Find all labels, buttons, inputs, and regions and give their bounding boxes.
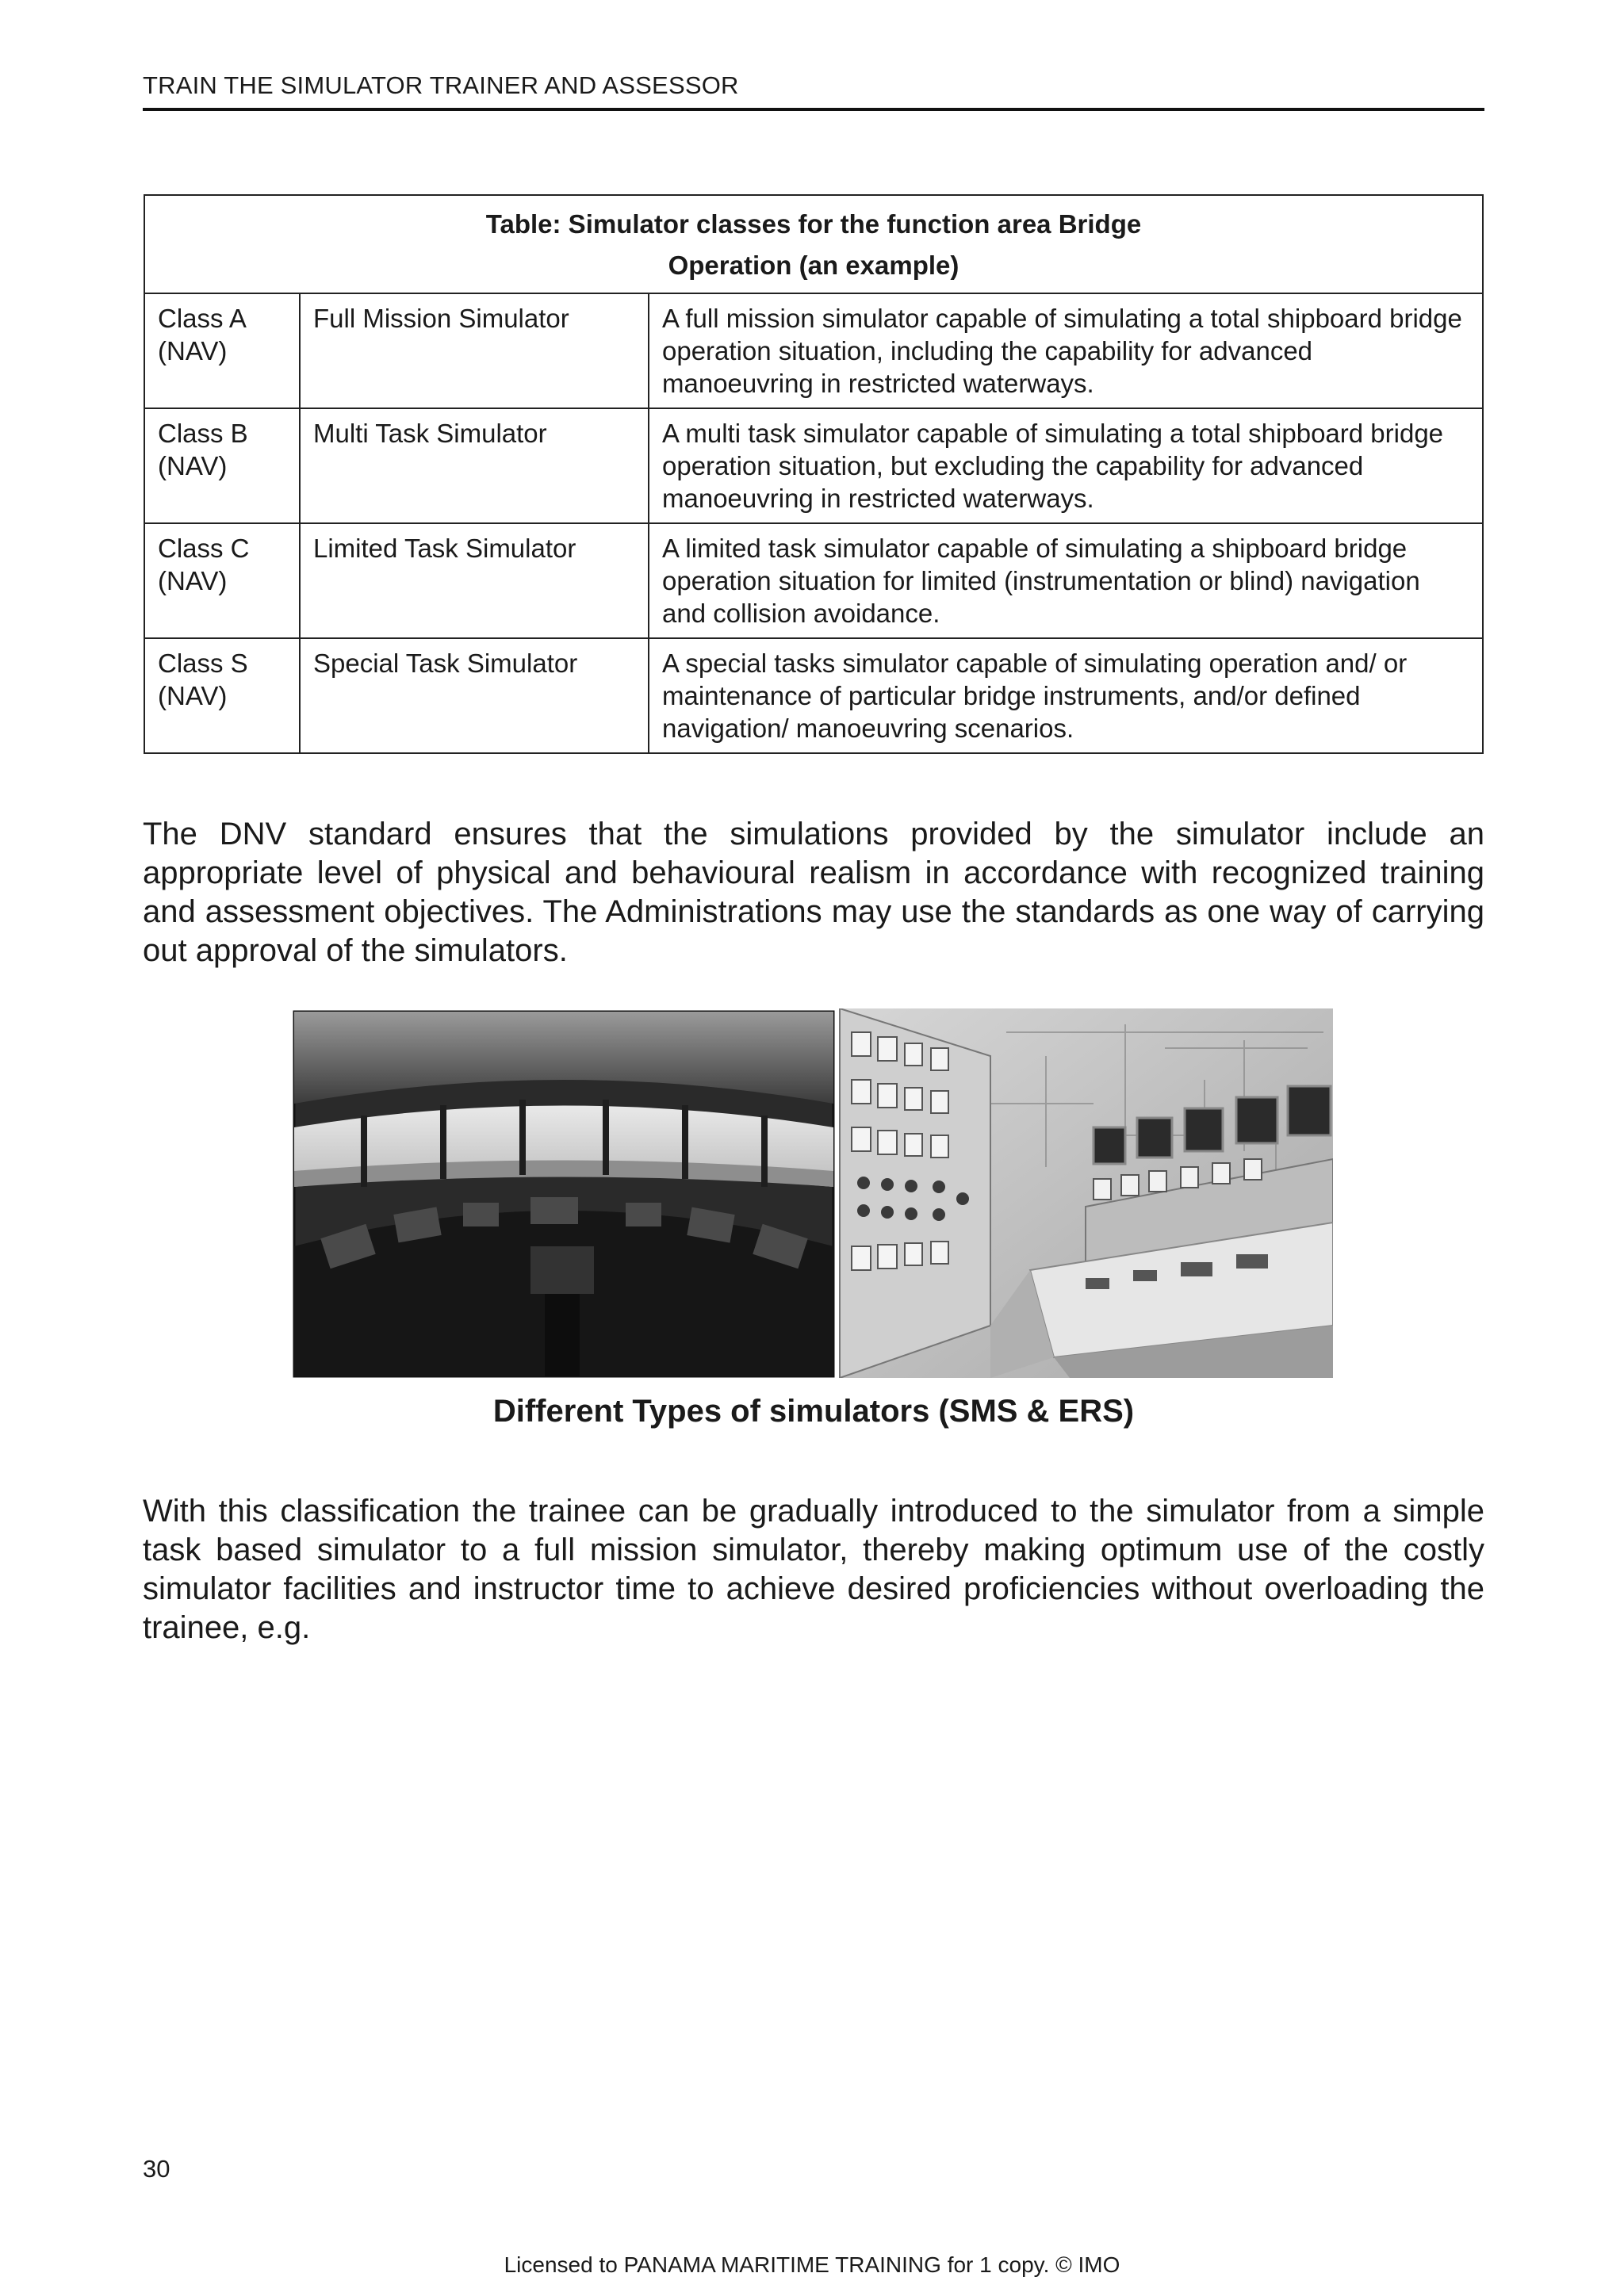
class-label: Class B bbox=[158, 419, 248, 448]
table-row bbox=[144, 408, 1483, 523]
class-function: (NAV) bbox=[158, 336, 228, 365]
table-caption-line-1: Table: Simulator classes for the function area Bridge bbox=[485, 209, 1142, 239]
class-cell bbox=[144, 523, 300, 638]
running-header: TRAIN THE SIMULATOR TRAINER AND ASSESSOR bbox=[143, 71, 1484, 111]
engine-room-simulator-photo bbox=[840, 1008, 1333, 1378]
simulator-description-cell: A full mission simulator capable of simulating a total shipboard bridge operation situation, including the capability for advanced manoeuvring in restricted waterways. bbox=[649, 293, 1483, 408]
class-cell bbox=[144, 408, 300, 523]
page-number: 30 bbox=[143, 2155, 170, 2183]
class-label: Class C bbox=[158, 534, 250, 563]
simulator-description-cell: A special tasks simulator capable of simulating operation and/ or maintenance of particular bridge instruments, and/or defined navigation/ manoeuvring scenarios. bbox=[649, 638, 1483, 753]
simulator-name-cell: Full Mission Simulator bbox=[300, 293, 649, 408]
simulator-classes-table bbox=[144, 194, 1484, 754]
class-function: (NAV) bbox=[158, 451, 228, 480]
class-cell bbox=[144, 638, 300, 753]
body-paragraph-2: With this classification the trainee can be gradually introduced to the simulator from a simple task based simulator to a full mission simulator, thereby making optimum use of the costly simulator facilities and instructor time to achieve desired proficiencies without overloading the trainee, e.g. bbox=[143, 1494, 1484, 1645]
class-label: Class A bbox=[158, 304, 247, 333]
simulator-photos bbox=[293, 1008, 1333, 1378]
table-caption-line-2: Operation (an example) bbox=[668, 251, 959, 280]
bridge-simulator-photo bbox=[294, 1012, 833, 1376]
simulator-description-cell: A limited task simulator capable of simulating a shipboard bridge operation situation for limited (instrumentation or blind) navigation and collision avoidance. bbox=[649, 523, 1483, 638]
class-cell bbox=[144, 293, 300, 408]
class-function: (NAV) bbox=[158, 681, 228, 710]
class-label: Class S bbox=[158, 649, 248, 678]
table-caption bbox=[144, 195, 1483, 293]
figure-caption: Different Types of simulators (SMS & ERS) bbox=[492, 1394, 1135, 1429]
simulator-name-cell: Special Task Simulator bbox=[300, 638, 649, 753]
simulator-description-cell: A multi task simulator capable of simulating a total shipboard bridge operation situation, but excluding the capability for advanced manoeuvring in restricted waterways. bbox=[649, 408, 1483, 523]
class-function: (NAV) bbox=[158, 566, 228, 595]
table-row bbox=[144, 523, 1483, 638]
table-row bbox=[144, 293, 1483, 408]
body-paragraph-1: The DNV standard ensures that the simulations provided by the simulator include an appropriate level of physical and behavioural realism in accordance with recognized training and assessment objectives. The Administrations may use the standards as one way of carrying out approval of the simulators. bbox=[143, 817, 1484, 968]
simulator-name-cell: Multi Task Simulator bbox=[300, 408, 649, 523]
table-row bbox=[144, 638, 1483, 753]
table-caption-row bbox=[144, 195, 1483, 293]
license-footer: Licensed to PANAMA MARITIME TRAINING for 1 copy. © IMO bbox=[504, 2252, 1120, 2277]
simulator-name-cell: Limited Task Simulator bbox=[300, 523, 649, 638]
